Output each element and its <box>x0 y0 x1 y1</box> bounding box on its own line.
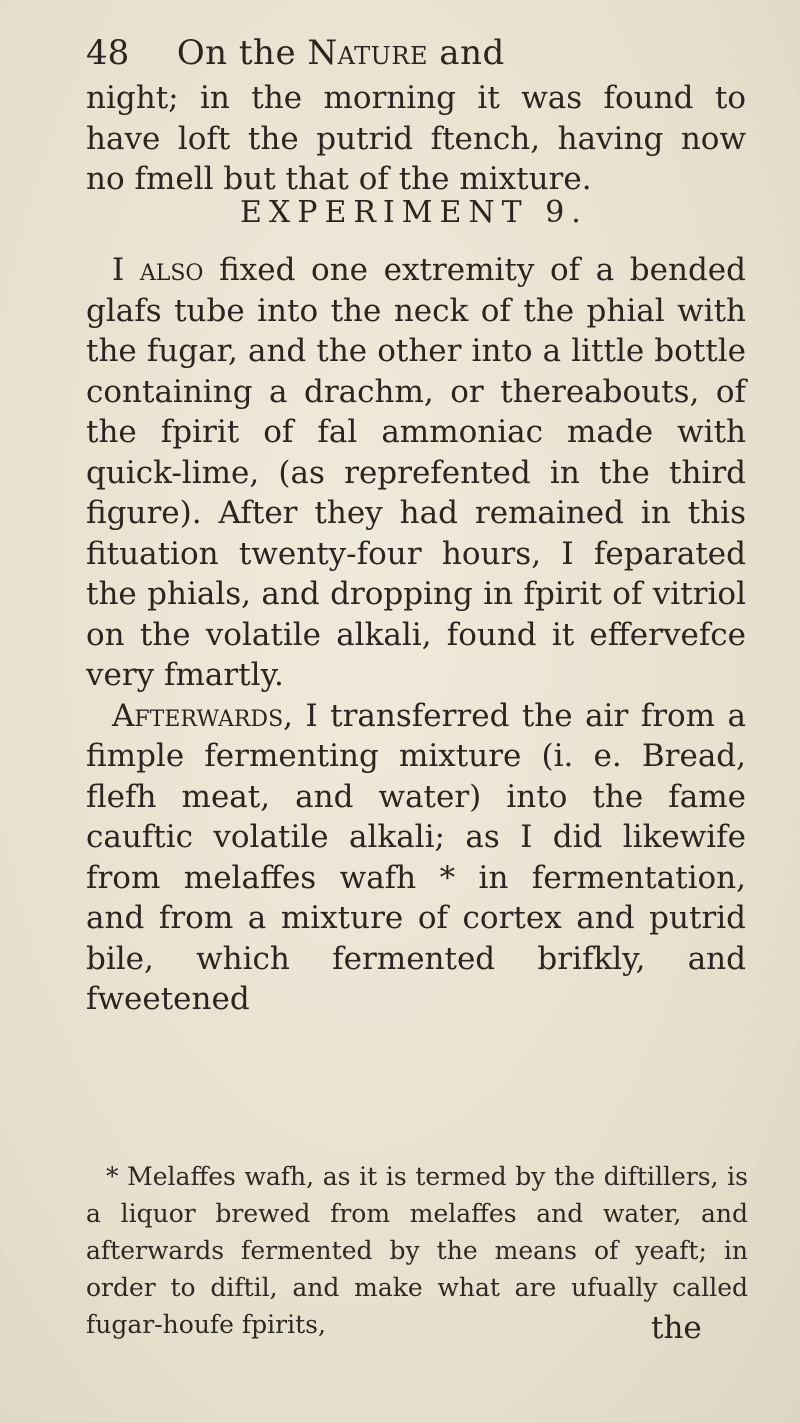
footnote <box>86 1158 748 1343</box>
paragraph-2 <box>86 696 746 1020</box>
paragraph-2-lead: Afterwards, <box>112 697 293 734</box>
intro-paragraph <box>86 78 746 200</box>
experiment-heading: EXPERIMENT 9. <box>240 195 588 230</box>
main-text <box>86 250 746 1020</box>
title-nature: Nature <box>307 33 428 73</box>
title-prefix: On the <box>176 33 297 73</box>
paragraph-1-text: fixed one extremity of a bended glafs tube into the neck of the phial with the fugar, and the other into a little bottle containing a drachm, or thereabouts, of the fpirit of fal ammoniac made with quick-lime, (as reprefented in the third figure). After they had remained in this fituation twenty-four hours, I feparated the phials, and dropping in fpirit of vitriol on the volatile alkali, found it effervefce very fmartly. <box>86 252 746 693</box>
intro-text: night; in the morning it was found to have loft the putrid ftench, having now no fmell but that of the mixture. <box>86 80 746 197</box>
running-title <box>177 33 505 73</box>
paragraph-1-lead: I also <box>112 252 204 288</box>
catchword: the <box>651 1310 702 1346</box>
paragraph-2-text: I transferred the air from a fimple fermenting mixture (i. e. Bread, flefh meat, and water) into the fame cauftic volatile alkali; as I did likewife from melaffes wafh * in fermentation, and from a mixture of cortex and putrid bile, which fermented brifkly, and fweetened <box>86 697 746 1017</box>
page-number: 48 <box>86 33 130 73</box>
running-header <box>86 28 726 78</box>
paragraph-1 <box>86 250 746 696</box>
title-suffix: and <box>439 33 505 73</box>
footnote-text: * Melaffes wafh, as it is termed by the diftillers, is a liquor brewed from melaffes and water, and afterwards fermented by the means of yeaft; in order to diftil, and make what are ufually called fugar-houfe fpirits, <box>86 1162 748 1339</box>
